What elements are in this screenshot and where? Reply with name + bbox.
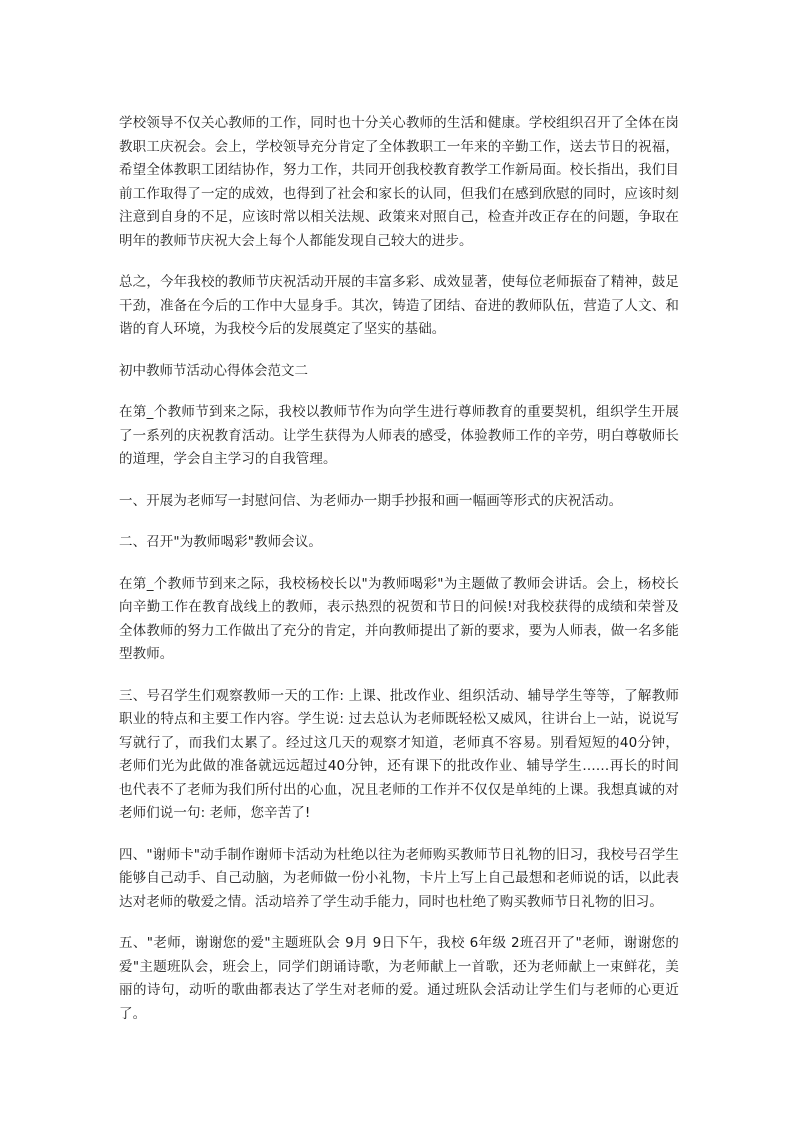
paragraph-item-5: 五、"老师，谢谢您的爱"主题班队会 9月 9日下午，我校 6年级 2班召开了"老师，谢谢您的爱"主题班队会，班会上，同学们朗诵诗歌，为老师献上一首歌，还为老师献上一束鲜花，美丽的诗句，动听的歌曲都表达了学生对老师的爱。通过班队会活动让学生们与老师的心更近了。 bbox=[119, 935, 679, 1022]
paragraph-item-3: 三、号召学生们观察教师一天的工作: 上课、批改作业、组织活动、辅导学生等等，了解教师职业的特点和主要工作内容。学生说: 过去总认为老师既轻松又威风，往讲台上一站，说说写写就行了，而我们太累了。经过这几天的观察才知道，老师真不容易。别看短短的40分钟，老师们光为此做的准备就远远超过40分钟，还有课下的批改作业、辅导学生……再长的时间也代表不了老师为我们所付出的心血，况且老师的工作并不仅仅是单纯的上课。我想真诚的对老师们说一句: 老师，您辛苦了! bbox=[119, 687, 679, 821]
paragraph-leadership-care: 学校领导不仅关心教师的工作，同时也十分关心教师的生活和健康。学校组织召开了全体在岗教职工庆祝会。会上，学校领导充分肯定了全体教职工一年来的辛勤工作，送去节日的祝福，希望全体教职工团结协作，努力工作，共同开创我校教育教学工作新局面。校长指出，我们目前工作取得了一定的成效，也得到了社会和家长的认同，但我们在感到欣慰的同时，应该时刻注意到自身的不足，应该时常以相关法规、政策来对照自己，检查并改正存在的问题，争取在明年的教师节庆祝大会上每个人都能发现自己较大的进步。 bbox=[119, 115, 679, 249]
paragraph-meeting: 在第_个教师节到来之际，我校杨校长以"为教师喝彩"为主题做了教师会讲话。会上，杨校长向辛勤工作在教育战线上的教师，表示热烈的祝贺和节日的问候!对我校获得的成绩和荣誉及全体教师的努力工作做出了充分的肯定，并向教师提出了新的要求，要为人师表，做一名多能型教师。 bbox=[119, 575, 679, 662]
section-title: 初中教师节活动心得体会范文二 bbox=[119, 362, 308, 379]
document-page bbox=[119, 112, 679, 1044]
paragraph-item-2: 二、召开"为教师喝彩"教师会议。 bbox=[119, 534, 323, 550]
paragraph-summary: 总之，今年我校的教师节庆祝活动开展的丰富多彩、成效显著，使每位老师振奋了精神，鼓足干劲，准备在今后的工作中大显身手。其次，铸造了团结、奋进的教师队伍，营造了人文、和谐的育人环境，为我校今后的发展奠定了坚实的基础。 bbox=[119, 274, 679, 337]
paragraph-intro: 在第_个教师节到来之际，我校以教师节作为向学生进行尊师教育的重要契机，组织学生开展了一系列的庆祝教育活动。让学生获得为人师表的感受，体验教师工作的辛劳，明白尊敬师长的道理，学会自主学习的自我管理。 bbox=[119, 404, 679, 467]
paragraph-item-1: 一、开展为老师写一封慰问信、为老师办一期手抄报和画一幅画等形式的庆祝活动。 bbox=[119, 492, 623, 509]
paragraph-item-4: 四、"谢师卡"动手制作谢师卡活动为杜绝以往为老师购买教师节日礼物的旧习，我校号召学生能够自己动手、自己动脑，为老师做一份小礼物，卡片上写上自己最想和老师说的话，以此表达对老师的敬爱之情。活动培养了学生动手能力，同时也杜绝了购买教师节日礼物的旧习。 bbox=[119, 846, 679, 910]
